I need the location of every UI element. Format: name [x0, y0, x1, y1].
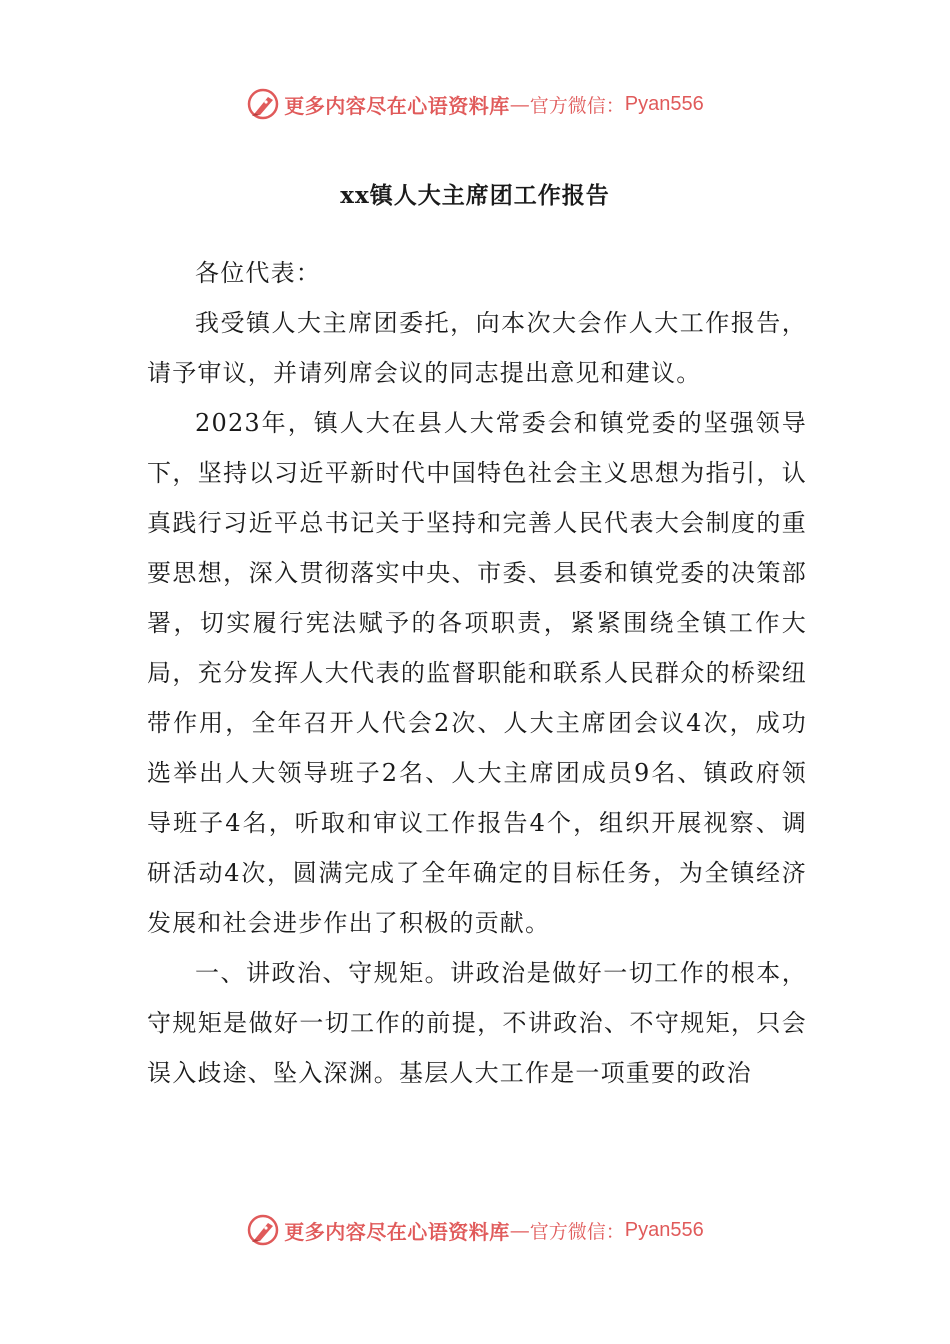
- watermark-separator: —: [509, 1218, 530, 1242]
- salutation: 各位代表：: [195, 259, 321, 287]
- pen-nib-logo-icon: [246, 87, 280, 121]
- header-watermark: [0, 82, 950, 126]
- paragraph: 我受镇人大主席团委托，向本次大会作人大工作报告，请予审议，并请列席会议的同志提出意见和建议。: [147, 309, 807, 387]
- watermark-wechat-id: Pyan556: [624, 1218, 704, 1241]
- watermark-label: 官方微信：: [529, 94, 625, 117]
- watermark-main-text: 更多内容尽在心语资料库: [284, 93, 510, 118]
- paragraph: 一、讲政治、守规矩。讲政治是做好一切工作的根本，守规矩是做好一切工作的前提，不讲政治、不守规矩，只会误入歧途、坠入深渊。基层人大工作是一项重要的政治: [147, 959, 807, 1087]
- footer-watermark: [0, 1208, 950, 1252]
- paragraph: 2023年，镇人大在县人大常委会和镇党委的坚强领导下，坚持以习近平新时代中国特色社会主义思想为指引，认真践行习近平总书记关于坚持和完善人民代表大会制度的重要思想，深入贯彻落实中央、市委、县委和镇党委的决策部署，切实履行宪法赋予的各项职责，紧紧围绕全镇工作大局，充分发挥人大代表的监督职能和联系人民群众的桥梁纽带作用，全年召开人代会2次、人大主席团会议4次，成功选举出人大领导班子2名、人大主席团成员9名、镇政府领导班子4名，听取和审议工作报告4个，组织开展视察、调研活动4次，圆满完成了全年确定的目标任务，为全镇经济发展和社会进步作出了积极的贡献。: [147, 409, 807, 937]
- pen-nib-logo-icon: [246, 1213, 280, 1247]
- watermark-label: 官方微信：: [529, 1220, 625, 1243]
- watermark-separator: —: [509, 92, 530, 116]
- watermark-wechat-id: Pyan556: [624, 92, 704, 115]
- watermark-main-text: 更多内容尽在心语资料库: [284, 1219, 510, 1244]
- document-body: [147, 248, 807, 1098]
- document-title: xx镇人大主席团工作报告: [340, 182, 610, 209]
